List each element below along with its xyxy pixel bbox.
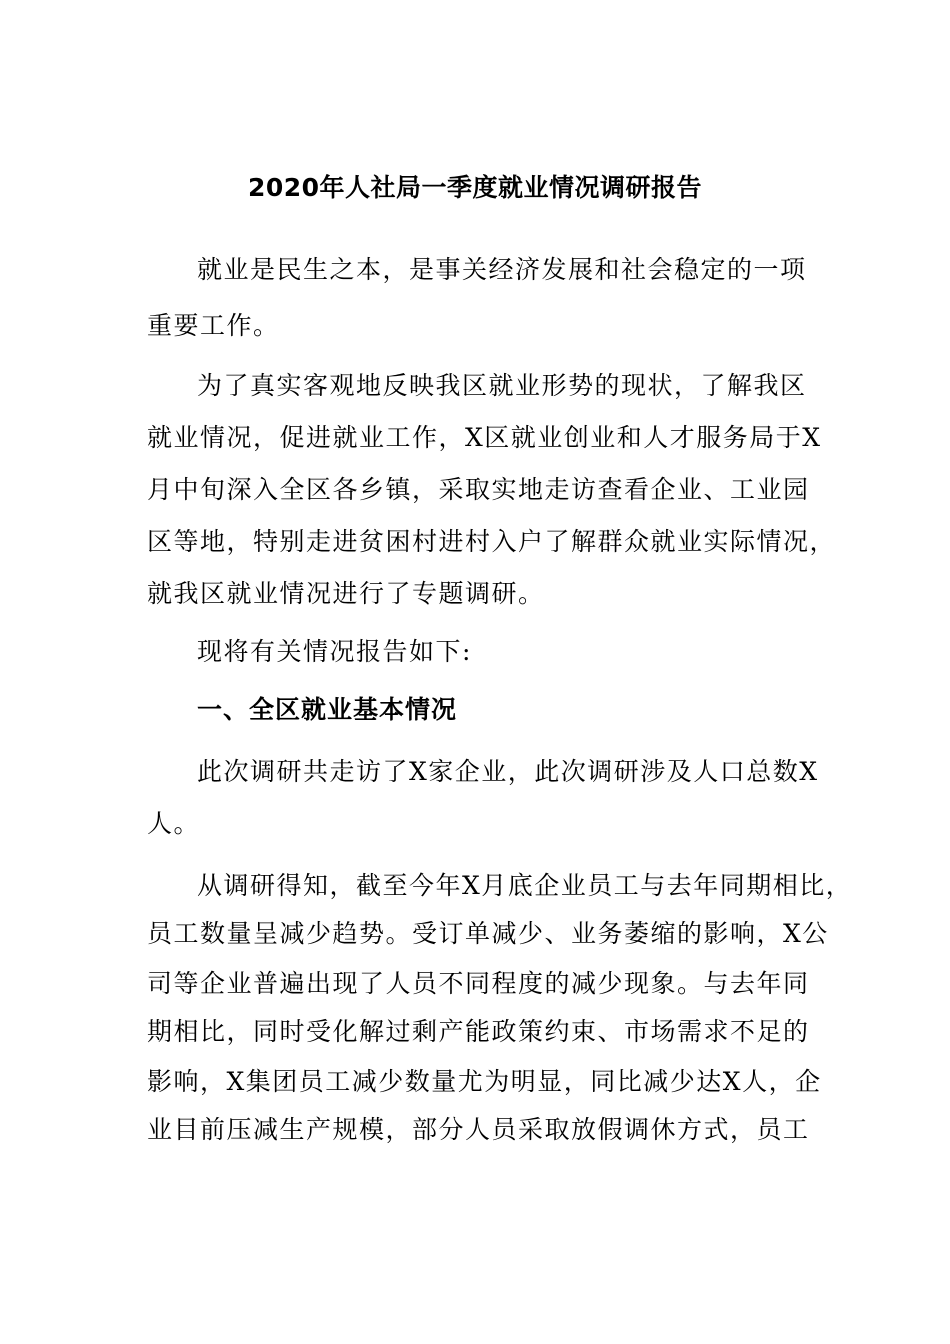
paragraph-line: 就业是民生之本，是事关经济发展和社会稳定的一项 (197, 255, 807, 284)
paragraph-line: 员工数量呈减少趋势。受订单减少、业务萎缩的影响，X公 (147, 919, 829, 948)
paragraph-line: 重要工作。 (147, 311, 280, 340)
paragraph-line: 期相比，同时受化解过剩产能政策约束、市场需求不足的 (147, 1017, 810, 1046)
paragraph-line: 为了真实客观地反映我区就业形势的现状，了解我区 (197, 371, 807, 400)
paragraph-line: 就我区就业情况进行了专题调研。 (147, 579, 545, 608)
paragraph-line: 月中旬深入全区各乡镇，采取实地走访查看企业、工业园 (147, 475, 810, 504)
paragraph-line: 就业情况，促进就业工作，X区就业创业和人才服务局于X (147, 423, 822, 452)
paragraph-line: 现将有关情况报告如下: (197, 637, 472, 666)
paragraph-line: 业目前压减生产规模，部分人员采取放假调休方式，员工 (147, 1115, 810, 1144)
paragraph-line: 此次调研共走访了X家企业，此次调研涉及人口总数X (197, 757, 819, 786)
paragraph-line: 从调研得知，截至今年X月底企业员工与去年同期相比， (197, 871, 853, 900)
section-heading: 一、全区就业基本情况 (197, 695, 458, 724)
paragraph-line: 区等地，特别走进贫困村进村入户了解群众就业实际情况， (147, 527, 837, 556)
paragraph-line: 影响，X集团员工减少数量尤为明显，同比减少达X人，企 (147, 1067, 822, 1096)
paragraph-line: 司等企业普遍出现了人员不同程度的减少现象。与去年同 (147, 969, 810, 998)
paragraph-line: 人。 (147, 809, 201, 838)
document-title: 2020年人社局一季度就业情况调研报告 (247, 173, 703, 202)
